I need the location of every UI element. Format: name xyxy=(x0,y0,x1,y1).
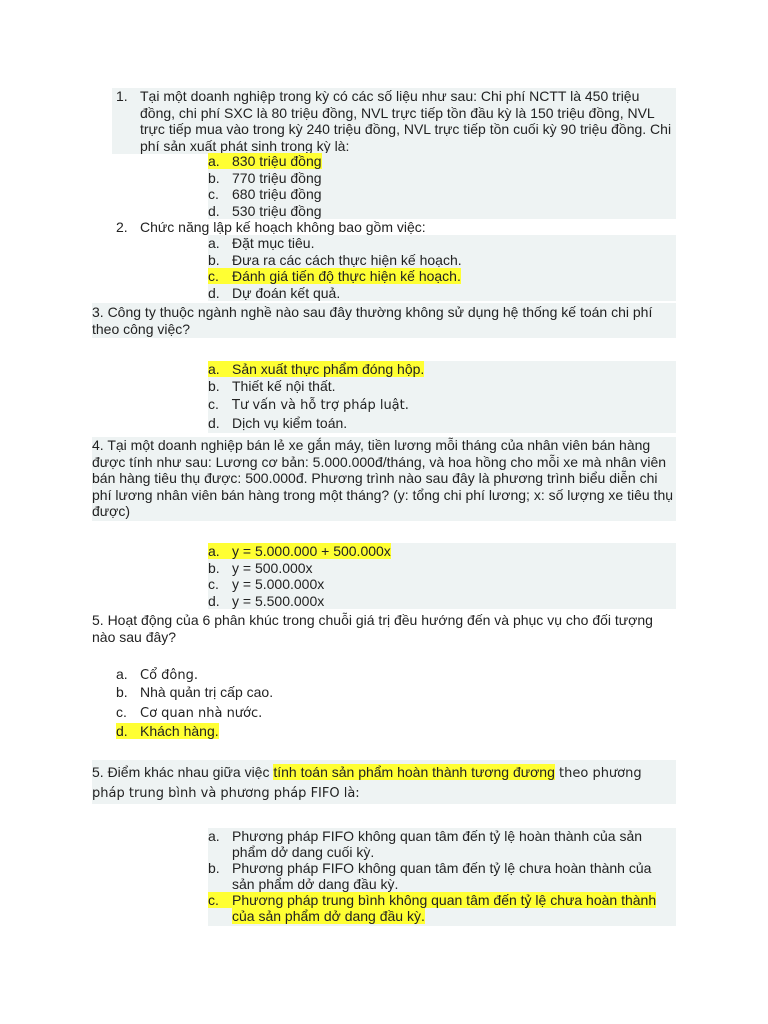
q4-text: 4. Tại một doanh nghiệp bán lẻ xe gắn máy, tiền lương mỗi tháng của nhân viên bán hàng được tính như sau: Lương cơ bản: 5.000.000đ/tháng, và hoa hồng cho mỗi xe mà nhân viên bán hàng tiêu thụ được: 500.000đ. Phương trình nào sau đây là phương trình biểu diễn chi phí lương nhân viên bán hàng trong một tháng? (y: tổng chi phí lương; x: số lượng xe tiêu thụ được) xyxy=(92,437,676,521)
q4-option-a[interactable]: a. y = 5.000.000 + 500.000x xyxy=(208,543,391,559)
q5-option-b[interactable]: b. Nhà quản trị cấp cao. xyxy=(116,684,274,700)
q6-highlight: tính toán sản phẩm hoàn thành tương đương xyxy=(273,764,555,780)
q2-option-d[interactable]: d. Dự đoán kết quả. xyxy=(208,284,341,301)
q2-option-c[interactable]: c. Đánh giá tiến độ thực hiện kế hoạch. xyxy=(208,268,461,284)
q1-option-a[interactable]: a. 830 triệu đồng xyxy=(208,153,322,169)
q5-option-d[interactable]: d. Khách hàng. xyxy=(116,723,219,739)
q4-option-b[interactable]: b. y = 500.000x xyxy=(208,559,313,576)
q6-options xyxy=(208,828,676,926)
q5-text: 5. Hoạt động của 6 phân khúc trong chuỗi giá trị đều hướng đến và phục vụ cho đối tượng nào sau đây? xyxy=(92,612,653,645)
q6-prefix: 5. Điểm khác nhau giữa việc xyxy=(92,764,274,780)
q1-number: 1. xyxy=(116,88,128,104)
q2-number: 2. xyxy=(116,219,128,235)
q2-text: Chức năng lập kế hoạch không bao gồm việc: xyxy=(140,219,426,235)
q2-option-b[interactable]: b. Đưa ra các cách thực hiện kế hoạch. xyxy=(208,251,462,268)
q6-suffix: theo phương xyxy=(554,766,642,781)
q4-options xyxy=(208,543,676,609)
q4-option-c[interactable]: c. y = 5.000.000x xyxy=(208,576,325,592)
q1-option-d[interactable]: d. 530 triệu đồng xyxy=(208,202,322,219)
q6-option-b[interactable]: b. Phương pháp FIFO không quan tâm đến tỷ lệ chưa hoàn thành của sản phẩm dở dang đầu kỳ. xyxy=(208,860,652,892)
q3-option-b[interactable]: b. Thiết kế nội thất. xyxy=(208,377,336,394)
q3-text: 3. Công ty thuộc ngành nghề nào sau đây thường không sử dụng hệ thống kế toán chi phí theo công việc? xyxy=(92,303,676,338)
q4-option-d[interactable]: d. y = 5.500.000x xyxy=(208,592,325,609)
q2-option-a[interactable]: a. Đặt mục tiêu. xyxy=(208,235,315,251)
q6-text-line2: pháp trung bình và phương pháp FIFO là: xyxy=(92,786,360,801)
q6-option-a[interactable]: a. Phương pháp FIFO không quan tâm đến tỷ lệ hoàn thành của sản phẩm dở dang cuối kỳ. xyxy=(208,828,643,860)
q1-option-b[interactable]: b. 770 triệu đồng xyxy=(208,169,322,186)
q2-options xyxy=(208,235,676,301)
q3-options xyxy=(208,361,676,433)
q3-option-a[interactable]: a. Sản xuất thực phẩm đóng hộp. xyxy=(208,361,425,377)
q6-text-line1 xyxy=(92,762,642,784)
q5-options xyxy=(116,665,516,741)
q3-option-d[interactable]: d. Dịch vụ kiểm toán. xyxy=(208,415,348,431)
q5-option-a[interactable]: a. Cổ đông. xyxy=(116,666,198,683)
q6-option-c[interactable]: c. Phương pháp trung bình không quan tâm đến tỷ lệ chưa hoàn thành của sản phẩm dở dang đầu kỳ. xyxy=(208,892,657,924)
q1-options xyxy=(208,153,676,219)
q3-option-c[interactable]: c. Tư vấn và hỗ trợ pháp luật. xyxy=(208,396,409,413)
q1-text: Tại một doanh nghiệp trong kỳ có các số liệu như sau: Chi phí NCTT là 450 triệu đồng, chi phí SXC là 80 triệu đồng, NVL trực tiếp tồn đầu kỳ là 150 triệu đồng, NVL trực tiếp mua vào trong kỳ 240 triệu đồng, NVL trực tiếp tồn cuối kỳ 90 triệu đồng. Chi phí sản xuất phát sinh trong kỳ là: xyxy=(140,88,672,154)
q5-option-c[interactable]: c. Cơ quan nhà nước. xyxy=(116,704,263,721)
q1-option-c[interactable]: c. 680 triệu đồng xyxy=(208,186,322,202)
